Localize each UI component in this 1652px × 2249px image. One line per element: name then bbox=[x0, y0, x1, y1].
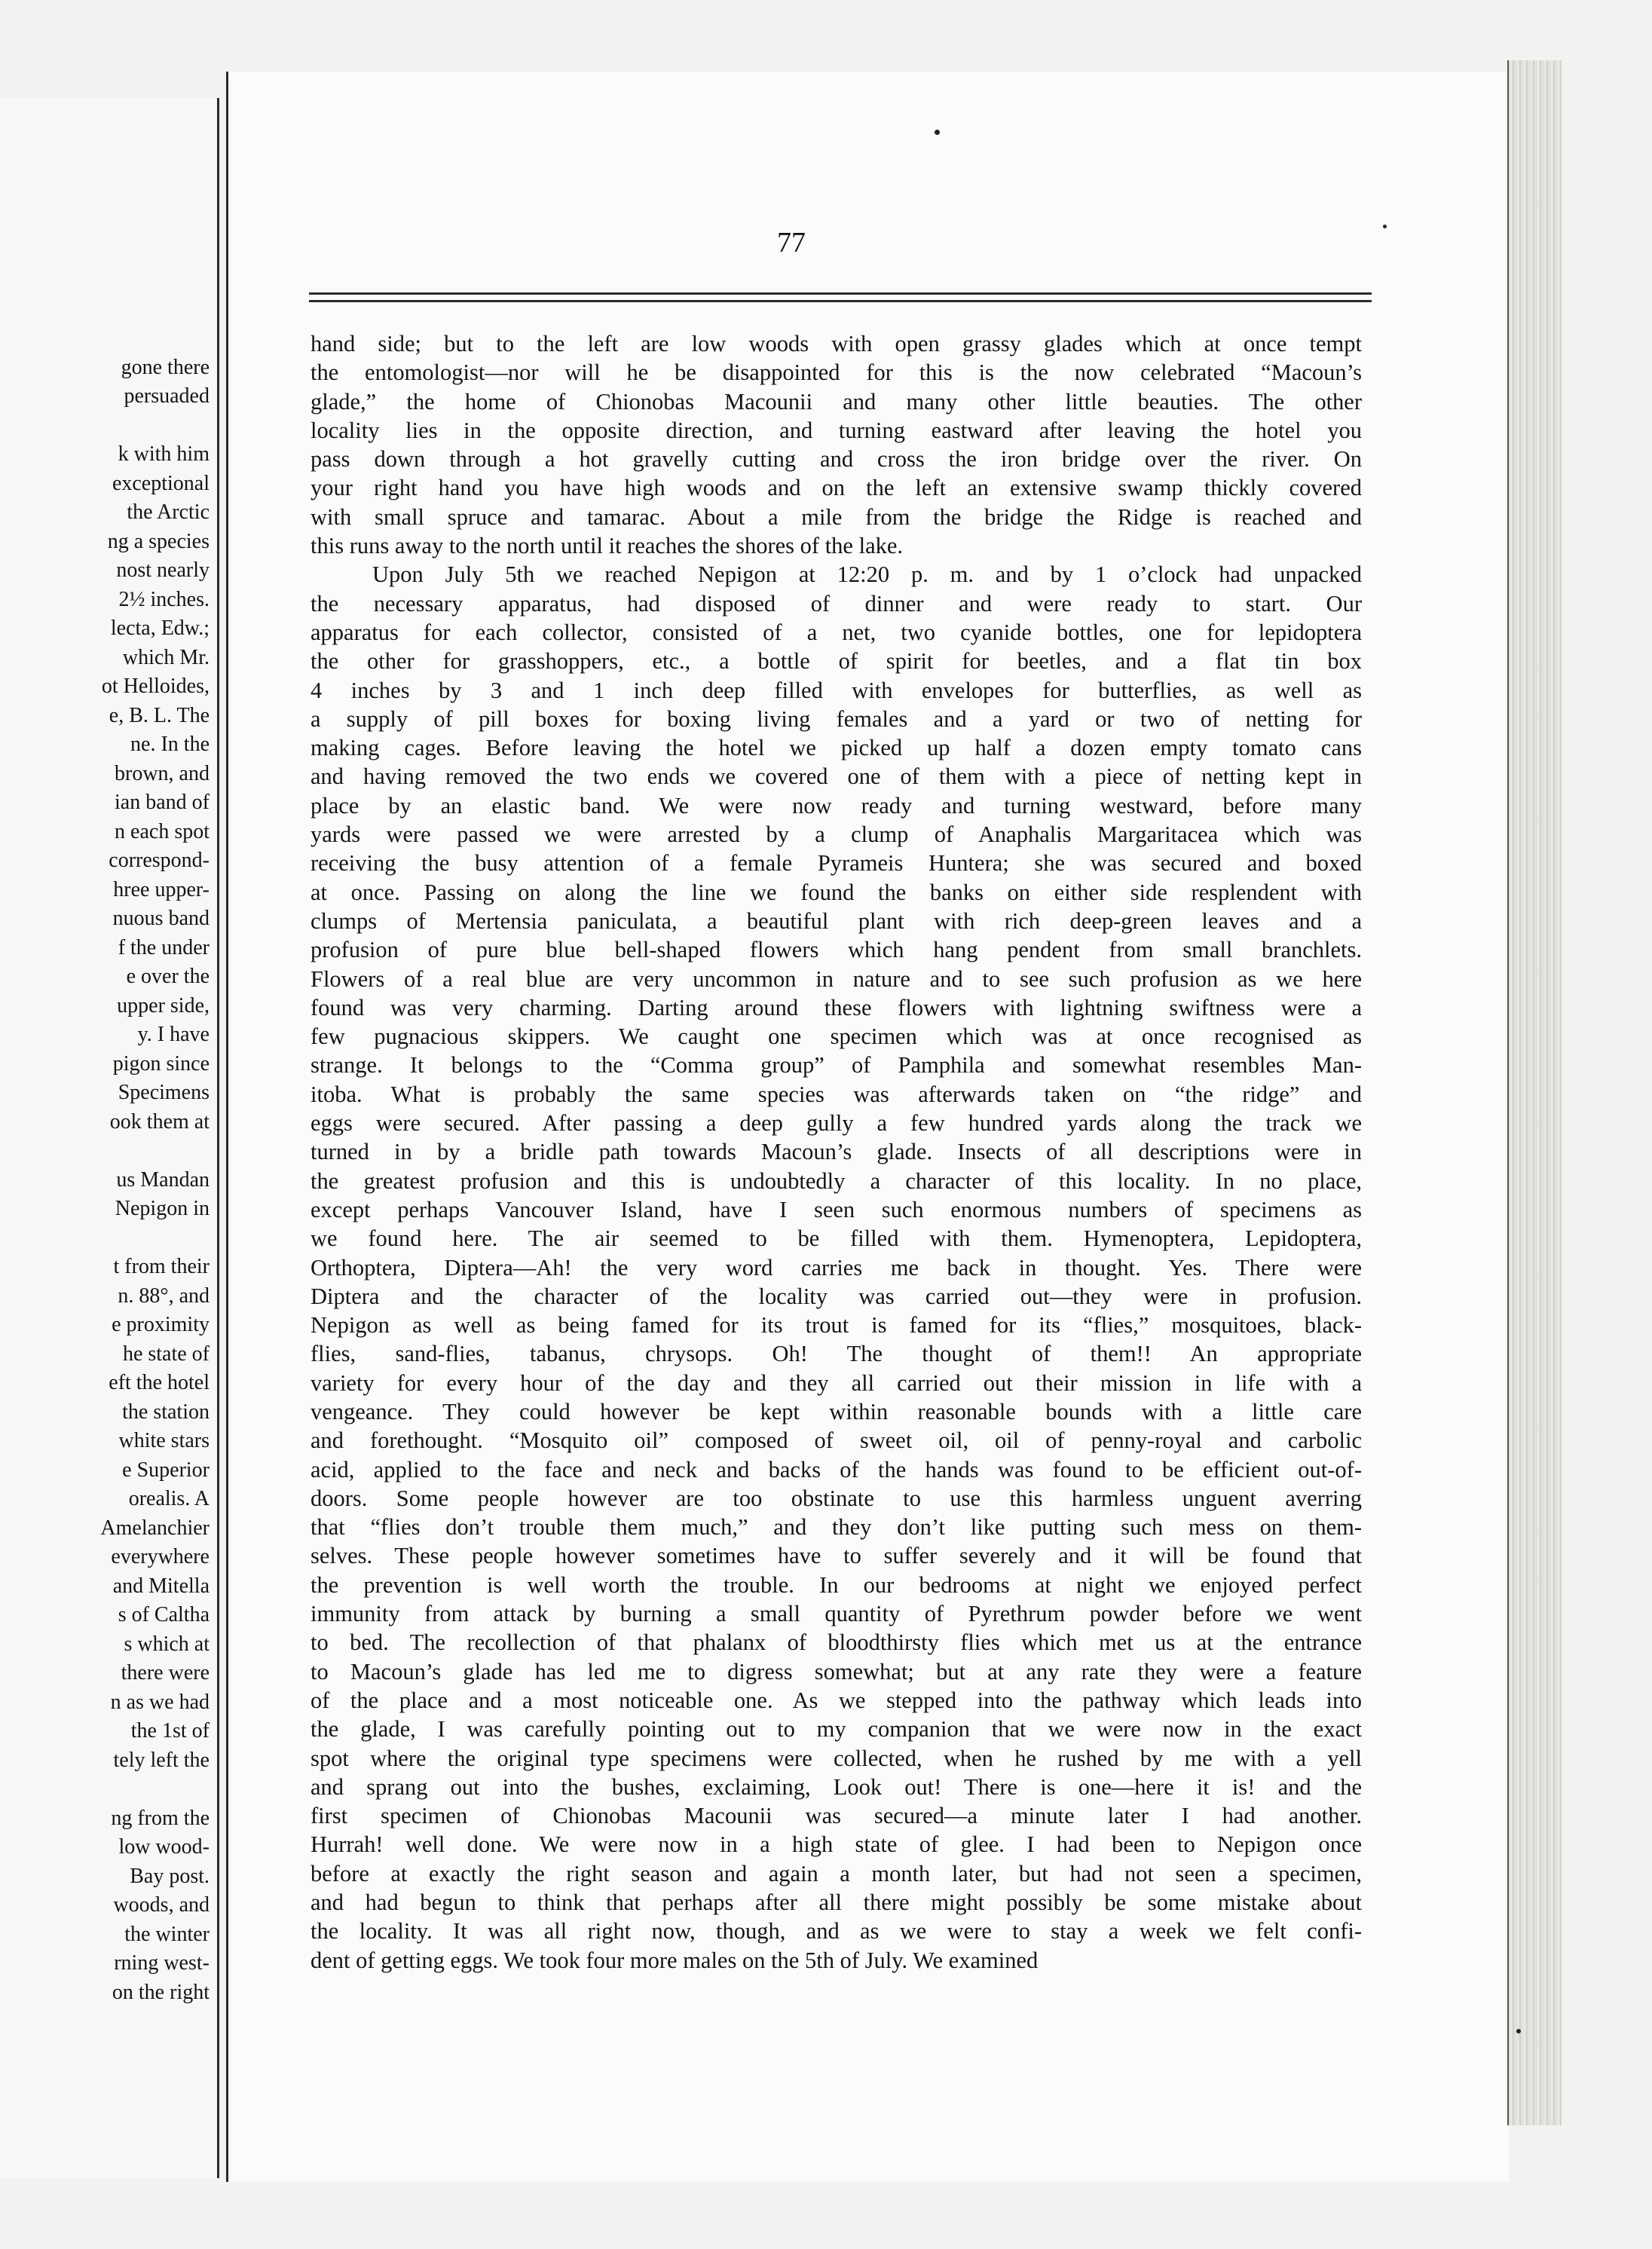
body-line: to bed. The recollection of that phalanx of bloodthirsty flies which met us at the entrance bbox=[311, 1629, 1362, 1656]
left-page-line: the winter bbox=[124, 1922, 210, 1946]
left-page-line: Specimens bbox=[118, 1081, 210, 1104]
body-line: selves. These people however sometimes have to suffer severely and it will be found that bbox=[311, 1543, 1362, 1569]
left-page-line: the 1st of bbox=[130, 1719, 210, 1743]
body-line: Flowers of a real blue are very uncommon in nature and to see such profusion as we here bbox=[311, 965, 1362, 992]
body-line: spot where the original type specimens were collected, when he rushed by me with a yell bbox=[311, 1745, 1362, 1771]
body-line: 4 inches by 3 and 1 inch deep filled with envelopes for butterflies, as well as bbox=[311, 677, 1362, 703]
body-line: turned in by a bridle path towards Macoun’s glade. Insects of all descriptions were in bbox=[311, 1139, 1362, 1165]
left-page-line: the Arctic bbox=[127, 500, 210, 524]
body-line: receiving the busy attention of a female Pyrameis Huntera; she was secured and boxed bbox=[311, 850, 1362, 877]
left-page-line: pigon since bbox=[112, 1051, 210, 1076]
left-page-line: woods, and bbox=[113, 1893, 210, 1917]
speck bbox=[1383, 225, 1387, 228]
body-line: immunity from attack by burning a small quantity of Pyrethrum powder before we went bbox=[311, 1601, 1362, 1627]
left-page-line bbox=[0, 412, 210, 441]
left-page-line: ook them at bbox=[109, 1109, 210, 1134]
body-line: vengeance. They could however be kept within reasonable bounds with a little care bbox=[311, 1398, 1362, 1424]
page-number: 77 bbox=[777, 227, 806, 259]
left-page-line: gone there bbox=[121, 355, 210, 379]
left-page-line: ot Helloides, bbox=[101, 675, 210, 698]
body-line: and forethought. “Mosquito oil” composed of sweet oil, oil of penny-royal and carbolic bbox=[311, 1427, 1362, 1454]
body-line: at once. Passing on along the line we found the banks on either side resplendent with bbox=[311, 879, 1362, 905]
left-page-line bbox=[0, 1137, 210, 1166]
left-page-line: rning west- bbox=[114, 1951, 210, 1975]
body-line: Hurrah! well done. We were now in a high state of glee. I had been to Nepigon once bbox=[311, 1831, 1362, 1858]
left-page-line: Nepigon in bbox=[115, 1197, 210, 1220]
left-page-line: on the right bbox=[112, 1980, 210, 2004]
left-page-line: the station bbox=[122, 1400, 210, 1424]
speck bbox=[935, 130, 940, 135]
body-line: dent of getting eggs. We took four more males on the 5th of July. We examined bbox=[311, 1947, 1039, 1973]
left-page-line: and Mitella bbox=[112, 1574, 210, 1598]
body-line: doors. Some people however are too obstinate to use this harmless unguent averring bbox=[311, 1485, 1362, 1511]
left-page-line: ng a species bbox=[107, 529, 210, 553]
left-page-line: ng from the bbox=[111, 1806, 210, 1830]
left-page-line: ne. In the bbox=[130, 733, 210, 756]
left-page-line bbox=[0, 1224, 210, 1253]
body-line: the prevention is well worth the trouble. In our bedrooms at night we enjoyed perfect bbox=[311, 1571, 1362, 1598]
body-line: locality lies in the opposite direction, and turning eastward after leaving the hotel you bbox=[311, 417, 1362, 443]
page-edge bbox=[1507, 60, 1562, 2125]
left-page-line: orealis. A bbox=[128, 1487, 210, 1510]
left-page-line: n. 88°, and bbox=[118, 1284, 210, 1308]
body-line: first specimen of Chionobas Macounii was secured—a minute later I had another. bbox=[311, 1803, 1362, 1829]
body-line: we found here. The air seemed to be filled with them. Hymenoptera, Lepidoptera, bbox=[311, 1225, 1362, 1252]
body-line: few pugnacious skippers. We caught one specimen which was at once recognised as bbox=[311, 1024, 1362, 1050]
body-line: and having removed the two ends we covered one of them with a piece of netting kept in bbox=[311, 763, 1362, 790]
left-page-line: he state of bbox=[122, 1342, 210, 1366]
left-page-line: s which at bbox=[124, 1632, 210, 1656]
left-page-line: everywhere bbox=[111, 1545, 210, 1568]
body-line: place by an elastic band. We were now ready and turning westward, before many bbox=[311, 792, 1362, 819]
left-page-line: y. I have bbox=[137, 1023, 210, 1046]
body-line: of the place and a most noticeable one. As we stepped into the pathway which leads into bbox=[311, 1687, 1362, 1713]
body-line: glade,” the home of Chionobas Macounii and many other little beauties. The other bbox=[311, 388, 1362, 415]
body-line: before at exactly the right season and again a month later, but had not seen a specimen, bbox=[311, 1860, 1362, 1886]
body-line: acid, applied to the face and neck and backs of the hands was found to be efficient out-of- bbox=[311, 1456, 1362, 1483]
body-line: hand side; but to the left are low woods with open grassy glades which at once tempt bbox=[311, 331, 1362, 356]
left-page-line: k with him bbox=[118, 442, 210, 466]
body-line: except perhaps Vancouver Island, have I seen such enormous numbers of specimens as bbox=[311, 1196, 1362, 1222]
body-line: found was very charming. Darting around these flowers with lightning swiftness were a bbox=[311, 994, 1362, 1020]
left-page-line: us Mandan bbox=[116, 1167, 210, 1192]
left-page-line: n as we had bbox=[110, 1690, 210, 1714]
body-line: pass down through a hot gravelly cutting and cross the iron bridge over the river. On bbox=[311, 446, 1362, 473]
body-line: and sprang out into the bushes, exclaiming, Look out! There is one—here it is! and the bbox=[311, 1773, 1362, 1800]
left-page-line: e proximity bbox=[112, 1313, 210, 1336]
left-page-line: correspond- bbox=[109, 849, 210, 872]
left-page-line: upper side, bbox=[117, 993, 210, 1017]
body-line: that “flies don’t trouble them much,” and they don’t like putting such mess on them- bbox=[311, 1514, 1362, 1541]
body-line: eggs were secured. After passing a deep gully a few hundred yards along the track we bbox=[311, 1110, 1362, 1137]
header-rule-top bbox=[309, 292, 1372, 295]
body-line: the other for grasshoppers, etc., a bottle of spirit for beetles, and a flat tin box bbox=[311, 648, 1362, 675]
body-line: clumps of Mertensia paniculata, a beautiful plant with rich deep-green leaves and a bbox=[311, 907, 1362, 934]
left-page-line bbox=[0, 324, 210, 353]
body-line: the entomologist—nor will he be disappointed for this is the now celebrated “Macoun’s bbox=[311, 360, 1362, 386]
body-line: the necessary apparatus, had disposed of dinner and were ready to start. Our bbox=[311, 590, 1362, 617]
body-line: Nepigon as well as being famed for its trout is famed for its “flies,” mosquitoes, black- bbox=[311, 1312, 1362, 1339]
left-page-line: f the under bbox=[118, 935, 210, 959]
body-line: making cages. Before leaving the hotel we picked up half a dozen empty tomato cans bbox=[311, 735, 1362, 761]
speck bbox=[1516, 2029, 1521, 2033]
left-page-line: eft the hotel bbox=[109, 1371, 210, 1394]
left-page-line: hree upper- bbox=[113, 877, 210, 901]
body-line: to Macoun’s glade has led me to digress somewhat; but at any rate they were a feature bbox=[311, 1658, 1362, 1684]
left-page-line: nost nearly bbox=[116, 558, 210, 582]
body-line: flies, sand-flies, tabanus, chrysops. Oh! The thought of them!! An appropriate bbox=[311, 1341, 1362, 1367]
left-page-line: 2½ inches. bbox=[118, 587, 210, 611]
left-page-line: white stars bbox=[118, 1429, 210, 1452]
body-text bbox=[311, 329, 1362, 1975]
body-line: the glade, I was carefully pointing out to my companion that we were now in the exact bbox=[311, 1716, 1362, 1743]
left-page-line: Bay post. bbox=[130, 1864, 210, 1888]
left-page-line: ian band of bbox=[115, 791, 210, 814]
left-page-line: tely left the bbox=[113, 1748, 210, 1772]
left-page-line: nuous band bbox=[112, 907, 210, 930]
body-line: yards were passed we were arrested by a clump of Anaphalis Margaritacea which was bbox=[311, 822, 1362, 848]
left-page-line: e, B. L. The bbox=[109, 703, 210, 727]
body-line: the locality. It was all right now, though, and as we were to stay a week we felt confi- bbox=[311, 1918, 1362, 1945]
left-page-text-column bbox=[0, 324, 210, 2007]
body-line: apparatus for each collector, consisted of a net, two cyanide bottles, one for lepidoptera bbox=[311, 619, 1362, 645]
left-page-line: s of Caltha bbox=[118, 1603, 210, 1626]
left-page-line: there were bbox=[121, 1661, 210, 1684]
body-line: strange. It belongs to the “Comma group” of Pamphila and somewhat resembles Man- bbox=[311, 1052, 1362, 1079]
left-page-line bbox=[0, 1775, 210, 1804]
left-page-line: t from their bbox=[113, 1255, 210, 1278]
body-line: your right hand you have high woods and on the left an extensive swamp thickly covered bbox=[311, 475, 1362, 501]
left-page-line: lecta, Edw.; bbox=[110, 617, 210, 640]
left-page-line: persuaded bbox=[124, 384, 210, 408]
body-line: this runs away to the north until it reaches the shores of the lake. bbox=[311, 533, 904, 559]
left-page-line: low wood- bbox=[118, 1835, 210, 1859]
body-line: Orthoptera, Diptera—Ah! the very word carries me back in thought. Yes. There were bbox=[311, 1254, 1362, 1281]
body-line: variety for every hour of the day and they all carried out their mission in life with a bbox=[311, 1369, 1362, 1396]
body-line: a supply of pill boxes for boxing living females and a yard or two of netting for bbox=[311, 705, 1362, 732]
body-line: and had begun to think that perhaps after all there might possibly be some mistake about bbox=[311, 1889, 1362, 1916]
left-facing-page bbox=[0, 98, 219, 2178]
body-line: Upon July 5th we reached Nepigon at 12:20 p. m. and by 1 o’clock had unpacked bbox=[372, 561, 1362, 588]
body-line: the greatest profusion and this is undoubtedly a character of this locality. In no place, bbox=[311, 1167, 1362, 1194]
left-page-line: brown, and bbox=[115, 761, 210, 785]
left-page-line: e over the bbox=[126, 965, 210, 988]
header-rule-bottom bbox=[309, 300, 1372, 302]
body-line: with small spruce and tamarac. About a mile from the bridge the Ridge is reached and bbox=[311, 503, 1362, 530]
left-page-line: which Mr. bbox=[122, 645, 210, 669]
left-page-line: e Superior bbox=[122, 1458, 210, 1482]
left-page-line: exceptional bbox=[112, 471, 210, 495]
left-page-line: n each spot bbox=[115, 819, 210, 843]
left-page-line: Amelanchier bbox=[100, 1516, 210, 1540]
body-line: itoba. What is probably the same species was afterwards taken on “the ridge” and bbox=[311, 1081, 1362, 1107]
body-line: Diptera and the character of the locality was carried out—they were in profusion. bbox=[311, 1283, 1362, 1309]
body-line: profusion of pure blue bell-shaped flowers which hang pendent from small branchlets. bbox=[311, 937, 1362, 963]
